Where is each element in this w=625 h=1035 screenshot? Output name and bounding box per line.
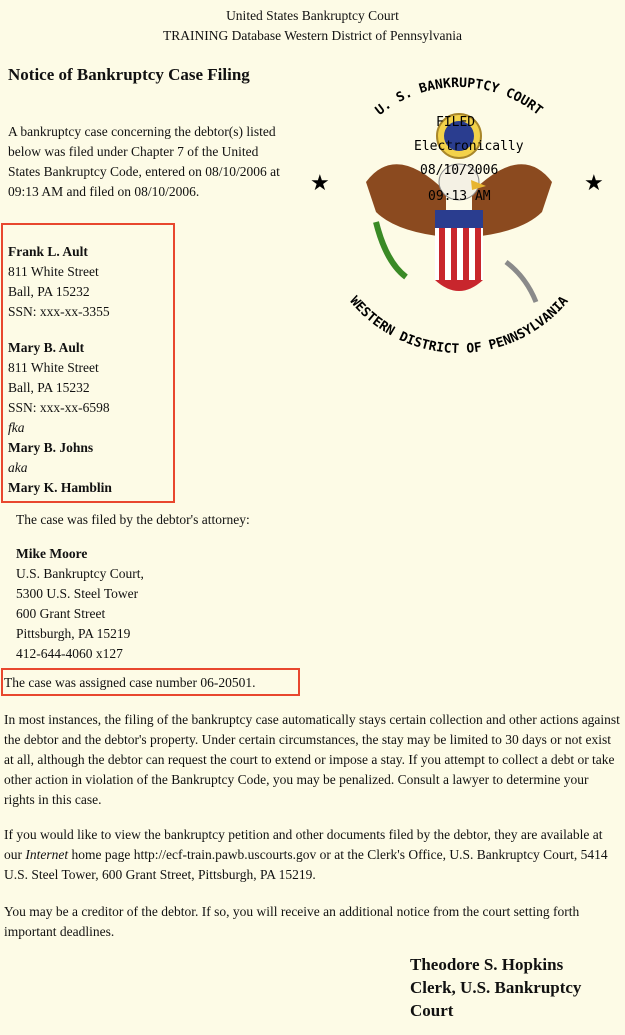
clerk-title-2: Court <box>410 1001 454 1020</box>
debtor-name: Frank L. Ault <box>8 244 88 259</box>
debtor-name: Mary B. Ault <box>8 340 85 355</box>
view-text-post: home page http://ecf-train.pawb.uscourts.gov or at the Clerk's Office, U.S. Bankruptcy Court, 5414 U.S. Steel Tower, 600 Grant Street, Pittsburgh, PA 15219. <box>4 847 608 882</box>
creditor-paragraph: You may be a creditor of the debtor. If so, you will receive an additional notice from the court setting forth important deadlines. <box>4 904 580 939</box>
attorney-name: Mike Moore <box>16 546 88 561</box>
internet-word: Internet <box>25 847 69 862</box>
debtor-1 <box>8 242 178 322</box>
seal-bottom-text: WESTERN DISTRICT OF PENNSYLVANIA <box>346 293 572 354</box>
notice-title: Notice of Bankruptcy Case Filing <box>8 65 250 84</box>
debtor-fka-name: Mary B. Johns <box>8 440 94 455</box>
seal-stamp-time: 09:13 AM <box>428 189 491 204</box>
database-name: TRAINING Database Western District of Pennsylvania <box>163 28 462 43</box>
view-documents-paragraph <box>4 825 620 885</box>
attorney-address-1: U.S. Bankruptcy Court, <box>16 566 144 581</box>
attorney-phone: 412-644-4060 x127 <box>16 646 123 661</box>
debtor-ssn: SSN: xxx-xx-3355 <box>8 304 110 319</box>
seal-star-left-icon: ★ <box>310 170 330 195</box>
view-text-pre: If you would like to view the bankruptcy petition and other documents filed by the debtor, they are available at our <box>4 827 603 862</box>
debtor-fka-label: fka <box>8 420 25 435</box>
seal-stamp-filed: FILED <box>436 115 476 130</box>
attorney-address-3: 600 Grant Street <box>16 606 106 621</box>
debtor-2 <box>8 338 178 498</box>
attorney-intro: The case was filed by the debtor's attorney: <box>16 512 250 527</box>
case-number-text: The case was assigned case number 06-20501. <box>4 675 256 690</box>
debtor-ssn: SSN: xxx-xx-6598 <box>8 400 110 415</box>
stay-paragraph: In most instances, the filing of the bankruptcy case automatically stays certain collection and other actions against the debtor and the debtor's property. Under certain circumstances, the stay may be limited to 30 days or not exist at all, although the debtor can request the court to extend or impose a stay. If you attempt to collect a debt or take other action in violation of the Bankruptcy Code, you may be penalized. Consult a lawyer to determine your rights in this case. <box>4 712 620 807</box>
seal-star-right-icon: ★ <box>584 170 604 195</box>
seal-stamp-electronically: Electronically <box>414 139 524 154</box>
debtor-street: 811 White Street <box>8 264 99 279</box>
debtor-aka-label: aka <box>8 460 28 475</box>
clerk-name: Theodore S. Hopkins <box>410 955 564 974</box>
clerk-title-1: Clerk, U.S. Bankruptcy <box>410 978 582 997</box>
attorney-address-2: 5300 U.S. Steel Tower <box>16 586 139 601</box>
court-name: United States Bankruptcy Court <box>226 8 399 23</box>
debtor-street: 811 White Street <box>8 360 99 375</box>
notice-intro-text: A bankruptcy case concerning the debtor(s) listed below was filed under Chapter 7 of the United States Bankruptcy Code, entered on 08/10/2006 at 09:13 AM and filed on 08/10/2006. <box>8 124 280 199</box>
notice-intro-section <box>8 64 290 202</box>
seal-top-text: U. S. BANKRUPTCY COURT <box>372 75 546 119</box>
court-header <box>0 0 625 46</box>
seal-stamp-date: 08/10/2006 <box>420 163 499 178</box>
attorney-address-4: Pittsburgh, PA 15219 <box>16 626 131 641</box>
debtor-aka-name: Mary K. Hamblin <box>8 480 112 495</box>
debtor-city: Ball, PA 15232 <box>8 380 90 395</box>
clerk-signature-block <box>410 953 620 1022</box>
court-seal-image <box>296 62 622 354</box>
attorney-section <box>16 510 316 664</box>
debtor-city: Ball, PA 15232 <box>8 284 90 299</box>
